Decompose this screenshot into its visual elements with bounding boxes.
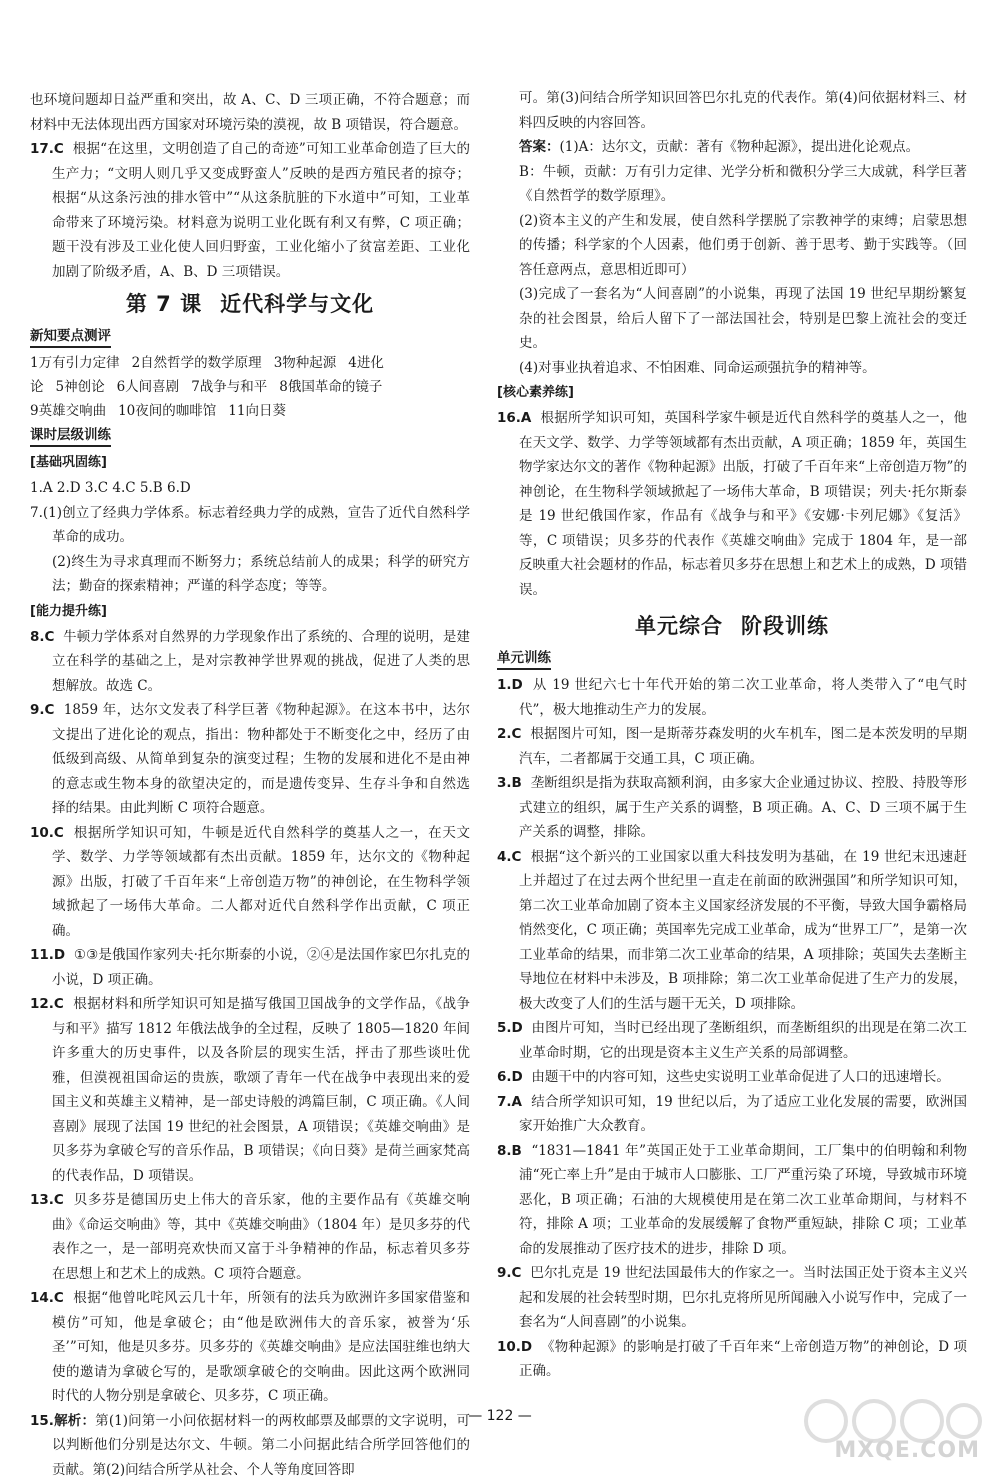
key-point: 6人间喜剧	[117, 379, 180, 395]
answer-number: 16.A	[497, 410, 531, 426]
section-heading: 新知要点测评	[30, 326, 111, 348]
key-point: 7战争与和平	[191, 379, 267, 395]
answer-item	[497, 1016, 967, 1065]
answer-number: 14.C	[30, 1290, 64, 1306]
key-points	[30, 351, 470, 423]
page-number: — 122 —	[0, 1408, 1000, 1424]
answer-text: 《物种起源》的影响是打破了千百年来“上帝创造万物”的神创论，D 项正确。	[519, 1339, 967, 1380]
paragraph: 也环境问题却日益严重和突出，故 A、C、D 三项正确，不符合题意；而材料中无法体现出西方国家对环境污染的漠视，故 B 项错误，符合题意。	[30, 88, 470, 137]
lesson-title	[30, 288, 470, 320]
answer-text: 根据所学知识可知，牛顿是近代自然科学的奠基人之一，在天文学、数学、力学等领域都有杰出贡献。1859 年，达尔文的《物种起源》出版，打破了千百年来“上帝创造万物”的神创论，在生物科学领域掀起了一场伟大革命。二人都对近代自然科学作出贡献，C 项正确。	[52, 825, 470, 939]
answer-text: 根据所学知识可知，英国科学家牛顿是近代自然科学的奠基人之一，他在天文学、数学、力学等领域都有杰出贡献，A 项正确；1859 年，英国生物学家达尔文的著作《物种起源》出版，打破了千百年来“上帝创造万物”的神创论，在生物科学领域掀起了一场伟大革命，B 项错误；列夫·托尔斯泰是 19 世纪俄国作家，作品有《战争与和平》《安娜·卡列尼娜》《复活》等，C 项错误；贝多芬的代表作《英雄交响曲》完成于 1804 年，是一部反映重大社会题材的作品，标志着贝多芬在思想上和艺术上的成熟，D 项错误。	[519, 410, 967, 598]
answer-number: 9.C	[497, 1265, 521, 1281]
answer-label: 答案：	[519, 139, 560, 155]
answer-item	[497, 1065, 967, 1090]
answer-item	[497, 845, 967, 1017]
answer-text: “1831—1841 年”英国正处于工业革命期间，工厂集中的伯明翰和利物浦“死亡率上升”是由于城市人口膨胀、工厂严重污染了环境，导致城市环境恶化，B 项正确；石油的大规模使用是在第二次工业革命期间，与材料不符，排除 A 项；工业革命的发展缓解了食物严重短缺，排除 C 项；工业革命的发展推动了医疗技术的进步，排除 D 项。	[519, 1143, 967, 1257]
answer-item: 7.(1)创立了经典力学体系。标志着经典力学的成熟，宣告了近代自然科学革命的成功。	[30, 501, 470, 550]
answer-text: 根据材料和所学知识可知是描写俄国卫国战争的文学作品，《战争与和平》描写 1812 年俄法战争的全过程，反映了 1805—1820 年间许多重大的历史事件，以及各阶层的现实生活，抨击了那些谈吐优雅，但漠视祖国命运的贵族，歌颂了青年一代在战争中表现出来的爱国主义和英雄主义精神，是一部史诗般的鸿篇巨制，C 项正确。《人间喜剧》展现了法国 19 世纪的社会图景，A 项错误；《英雄交响曲》是贝多芬为拿破仑写的音乐作品，B 项错误；《向日葵》是荷兰画家梵高的代表作品，D 项错误。	[52, 996, 470, 1184]
left-column	[30, 88, 470, 1482]
answer-number: 7.A	[497, 1094, 522, 1110]
subsection-label: [能力提升练]	[30, 601, 470, 623]
key-point: 3物种起源	[274, 355, 337, 371]
answer-item	[497, 673, 967, 722]
answer-item	[497, 1090, 967, 1139]
section-heading: 课时层级训练	[30, 425, 111, 447]
answer-text: 由图片可知，当时已经出现了垄断组织，而垄断组织的出现是在第二次工业革命时期，它的出现是资本主义生产关系的局部调整。	[519, 1020, 967, 1061]
paragraph: 可。第(3)问结合所学知识回答巴尔扎克的代表作。第(4)问依据材料三、材料四反映的内容回答。	[497, 86, 967, 135]
answer-number: 5.D	[497, 1020, 523, 1036]
answer-text: (3)完成了一套名为“人间喜剧”的小说集，再现了法国 19 世纪早期纷繁复杂的社会图景，给后人留下了一部法国社会，特别是巴黎上流社会的变迁史。	[497, 282, 967, 356]
answer-text: 由题干中的内容可知，这些史实说明工业革命促进了人口的迅速增长。	[531, 1069, 950, 1085]
answer-text: 根据“在这里，文明创造了自己的奇迹”可知工业革命创造了巨大的生产力；“文明人则几乎又变成野蛮人”反映的是西方殖民者的掠夺；根据“从这条污浊的排水管中”“从这条肮脏的下水道中”可知，工业革命带来了环境污染。材料意为说明工业化既有利又有弊，C 项正确；题干没有涉及工业化使人回归野蛮，工业化缩小了贫富差距、工业化加剧了阶级矛盾，A、B、D 三项错误。	[52, 141, 470, 280]
answer-text: B：牛顿，贡献：万有引力定律、光学分析和微积分学三大成就，科学巨著《自然哲学的数学原理》。	[497, 160, 967, 209]
answer-number: 12.C	[30, 996, 64, 1012]
answer-text: (2)资本主义的产生和发展，使自然科学摆脱了宗教神学的束缚；启蒙思想的传播；科学家的个人因素，他们勇于创新、善于思考、勤于实践等。（回答任意两点，意思相近即可）	[497, 209, 967, 283]
key-point: 10夜间的咖啡馆	[118, 403, 216, 419]
answer-block	[497, 135, 967, 160]
answer-number: 6.D	[497, 1069, 523, 1085]
answer-text: ①③是俄国作家列夫·托尔斯泰的小说，②④是法国作家巴尔扎克的小说，D 项正确。	[52, 947, 470, 988]
answer-number: 2.C	[497, 726, 521, 742]
answer-text: 从 19 世纪六七十年代开始的第二次工业革命，将人类带入了“电气时代”，极大地推动生产力的发展。	[519, 677, 967, 718]
answer-item	[30, 137, 470, 284]
unit-title-a: 单元综合	[635, 614, 723, 638]
answer-number: 15.	[30, 1413, 54, 1429]
answer-number: 8.B	[497, 1143, 522, 1159]
unit-title	[497, 610, 967, 642]
answer-item	[497, 722, 967, 771]
answer-item	[497, 1261, 967, 1335]
answer-text: 巴尔扎克是 19 世纪法国最伟大的作家之一。当时法国正处于资本主义兴起和发展的社会转型时期，巴尔扎克将所见所闻融入小说写作中，完成了一套名为“人间喜剧”的小说集。	[519, 1265, 967, 1330]
answer-text: 贝多芬是德国历史上伟大的音乐家，他的主要作品有《英雄交响曲》《命运交响曲》等，其中《英雄交响曲》（1804 年）是贝多芬的代表作之一，是一部明亮欢快而又富于斗争精神的作品，标志着贝多芬在思想上和艺术上的成熟。C 项符合题意。	[52, 1192, 470, 1282]
answer-text: (1)A：达尔文，贡献：著有《物种起源》，提出进化论观点。	[560, 139, 920, 155]
answer-number: 10.D	[497, 1339, 532, 1355]
subsection-label: [基础巩固练]	[30, 452, 470, 474]
answer-number: 1.D	[497, 677, 523, 693]
answer-text: 第(1)问第一小问依据材料一的两枚邮票及邮票的文字说明，可以判断他们分别是达尔文、牛顿。第二小问据此结合所学回答他们的贡献。第(2)问结合所学从社会、个人等角度回答即	[52, 1413, 470, 1478]
analysis-label: 解析：	[54, 1413, 95, 1429]
answer-number: 13.C	[30, 1192, 64, 1208]
key-point: 2自然哲学的数学原理	[132, 355, 262, 371]
answer-text: 牛顿力学体系对自然界的力学现象作出了系统的、合理的说明，是建立在科学的基础之上，是对宗教神学世界观的挑战，促进了人类的思想解放。故选 C。	[52, 629, 470, 694]
answer-item	[497, 406, 967, 602]
answer-item	[30, 1286, 470, 1409]
answer-item	[30, 625, 470, 699]
answer-item	[30, 821, 470, 944]
answer-item	[497, 771, 967, 845]
answer-number: 17.C	[30, 141, 64, 157]
answer-text: 根据图片可知，图一是斯蒂芬森发明的火车机车，图二是本茨发明的早期汽车，二者都属于交通工具，C 项正确。	[519, 726, 967, 767]
lesson-number: 第 7 课	[126, 292, 202, 316]
section-heading: 单元训练	[497, 648, 551, 670]
key-point: 论	[30, 379, 44, 395]
answer-text: 垄断组织是指为获取高额利润，由多家大企业通过协议、控股、持股等形式建立的组织，属于生产关系的调整，B 项正确。A、C、D 三项不属于生产关系的调整，排除。	[519, 775, 967, 840]
answer-text: 根据“他曾叱咤风云几十年，所领有的法兵为欧洲许多国家借鉴和模仿”可知，他是拿破仑；由“他是欧洲伟大的音乐家，被誉为‘乐圣’”可知，他是贝多芬。贝多芬的《英雄交响曲》是应法国驻维也纳大使的邀请为拿破仑写的，是歌颂拿破仑的交响曲。因此这两个欧洲同时代的人物分别是拿破仑、贝多芬，C 项正确。	[52, 1290, 470, 1404]
watermark-text: MXQE.COM	[834, 1438, 980, 1463]
lesson-name: 近代科学与文化	[220, 292, 374, 316]
subsection-label: [核心素养练]	[497, 382, 967, 404]
answer-text: 结合所学知识可知，19 世纪以后，为了适应工业化发展的需要，欧洲国家开始推广大众教育。	[519, 1094, 967, 1135]
answer-text: 根据“这个新兴的工业国家以重大科技发明为基础，在 19 世纪末迅速赶上并超过了在过去两个世纪里一直走在前面的欧洲强国”和所学知识可知，第二次工业革命加剧了资本主义国家经济发展的不平衡，导致大国争霸格局悄然变化，C 项正确；英国率先完成工业革命，成为“世界工厂”，是第一次工业革命的结果，而非第二次工业革命的结果，A 项排除；英国失去垄断主导地位在材料中未涉及，B 项排除；第二次工业革命促进了生产力的发展，极大改变了人们的生活与题干无关，D 项排除。	[519, 849, 967, 1012]
answer-line: 1.A 2.D 3.C 4.C 5.B 6.D	[30, 476, 470, 501]
answer-text: (4)对事业执着追求、不怕困难、同命运顽强抗争的精神等。	[497, 356, 967, 381]
answer-item	[30, 943, 470, 992]
key-point: 1万有引力定律	[30, 355, 120, 371]
answer-item: (2)终生为寻求真理而不断努力；系统总结前人的成果；科学的研究方法；勤奋的探索精神；严谨的科学态度；等等。	[30, 550, 470, 599]
key-point: 8俄国革命的镜子	[279, 379, 382, 395]
answer-number: 3.B	[497, 775, 522, 791]
key-point: 9英雄交响曲	[30, 403, 106, 419]
answer-text: 1859 年，达尔文发表了科学巨著《物种起源》。在这本书中，达尔文提出了进化论的观点，指出：物种都处于不断变化之中，经历了由低级到高级、从简单到复杂的演变过程；生物的发展和进化不是由神的意志或生物本身的欲望决定的，而是遗传变异、生存斗争和自然选择的结果。由此判断 C 项符合题意。	[52, 702, 470, 816]
key-point: 11向日葵	[228, 403, 286, 419]
answer-number: 8.C	[30, 629, 54, 645]
answer-number: 9.C	[30, 702, 54, 718]
answer-item	[497, 1335, 967, 1384]
answer-number: 11.D	[30, 947, 65, 963]
answer-number: 4.C	[497, 849, 521, 865]
answer-number: 10.C	[30, 825, 64, 841]
answer-item	[30, 1188, 470, 1286]
answer-item	[497, 1139, 967, 1262]
right-column	[497, 86, 967, 1384]
key-point: 5神创论	[56, 379, 105, 395]
answer-item	[30, 992, 470, 1188]
key-point: 4进化	[348, 355, 384, 371]
unit-title-b: 阶段训练	[741, 614, 829, 638]
answer-item	[30, 698, 470, 821]
